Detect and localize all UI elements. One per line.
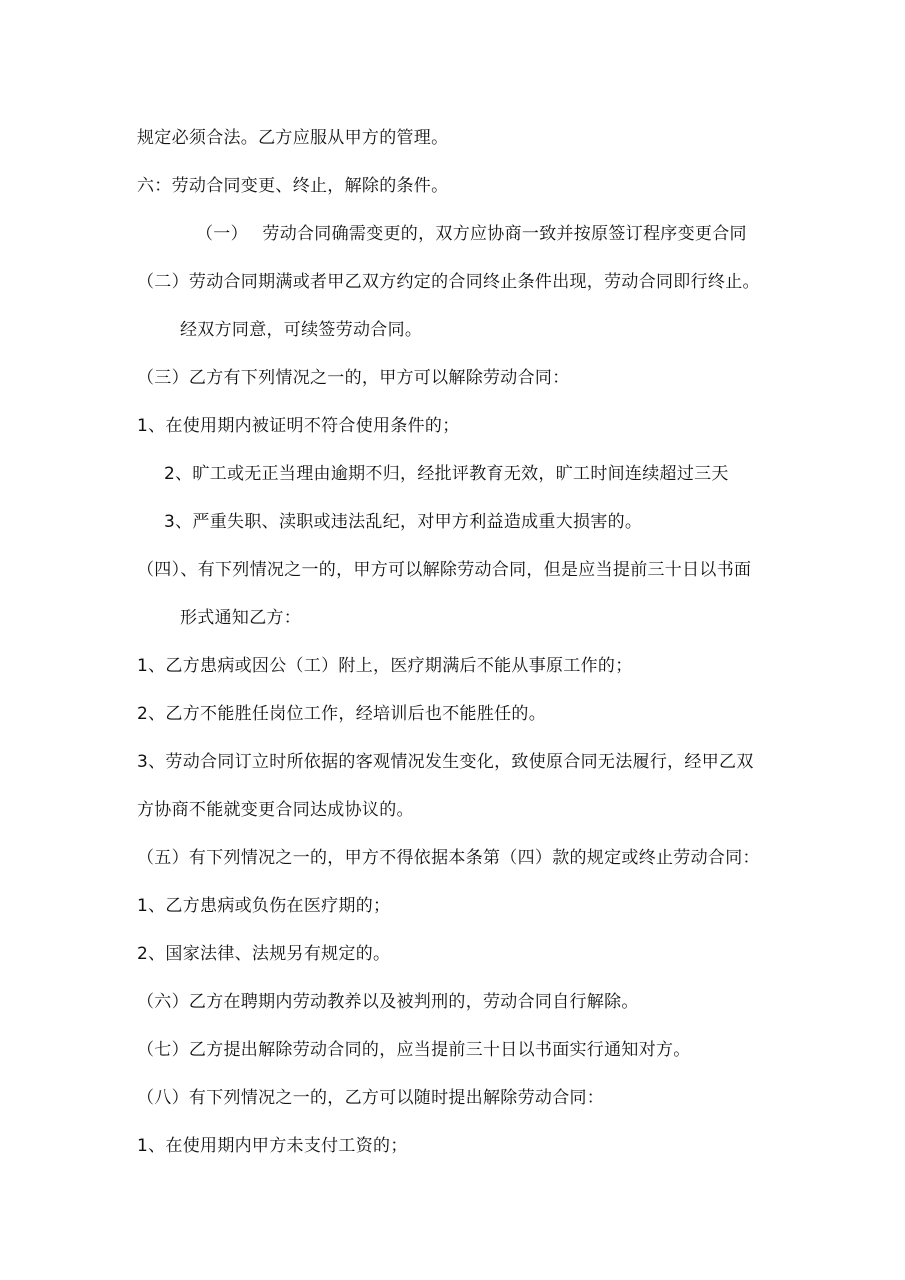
clause-line: （一） 劳动合同确需变更的，双方应协商一致并按原签订程序变更合同: [196, 224, 747, 244]
clause-line: （六）乙方在聘期内劳动教养以及被判刑的，劳动合同自行解除。: [137, 992, 639, 1012]
list-item: 2、乙方不能胜任岗位工作，经培训后也不能胜任的。: [137, 704, 547, 724]
clause-line: （五）有下列情况之一的，甲方不得依据本条第（四）款的规定或终止劳动合同：: [137, 848, 760, 868]
clause-line: （四）、有下列情况之一的，甲方可以解除劳动合同，但是应当提前三十日以书面: [137, 560, 752, 580]
clause-line: （八）有下列情况之一的，乙方可以随时提出解除劳动合同：: [137, 1088, 605, 1108]
list-item: 1、乙方患病或因公（工）附上，医疗期满后不能从事原工作的；: [137, 656, 633, 676]
clause-line: （二）劳动合同期满或者甲乙双方约定的合同终止条件出现，劳动合同即行终止。: [137, 272, 760, 292]
clause-line: （七）乙方提出解除劳动合同的，应当提前三十日以书面实行通知对方。: [137, 1040, 691, 1060]
list-item: 3、严重失职、渎职或违法乱纪，对甲方利益造成重大损害的。: [164, 512, 643, 532]
list-item: 1、乙方患病或负伤在医疗期的；: [137, 896, 391, 916]
clause-line: （三）乙方有下列情况之一的，甲方可以解除劳动合同：: [137, 368, 570, 388]
text-line: 形式通知乙方：: [180, 608, 302, 628]
list-item: 2、国家法律、法规另有规定的。: [137, 944, 391, 964]
list-item: 3、劳动合同订立时所依据的客观情况发生变化，致使原合同无法履行，经甲乙双: [137, 752, 754, 772]
text-line: 方协商不能就变更合同达成协议的。: [137, 800, 414, 820]
list-item: 1、在使用期内甲方未支付工资的；: [137, 1136, 408, 1156]
text-line: 规定必须合法。乙方应服从甲方的管理。: [137, 128, 449, 148]
list-item: 2、旷工或无正当理由逾期不归，经批评教育无效，旷工时间连续超过三天: [164, 464, 729, 484]
list-item: 1、在使用期内被证明不符合使用条件的；: [137, 416, 460, 436]
section-heading: 六：劳动合同变更、终止，解除的条件。: [137, 176, 449, 196]
text-line: 经双方同意，可续签劳动合同。: [180, 320, 423, 340]
